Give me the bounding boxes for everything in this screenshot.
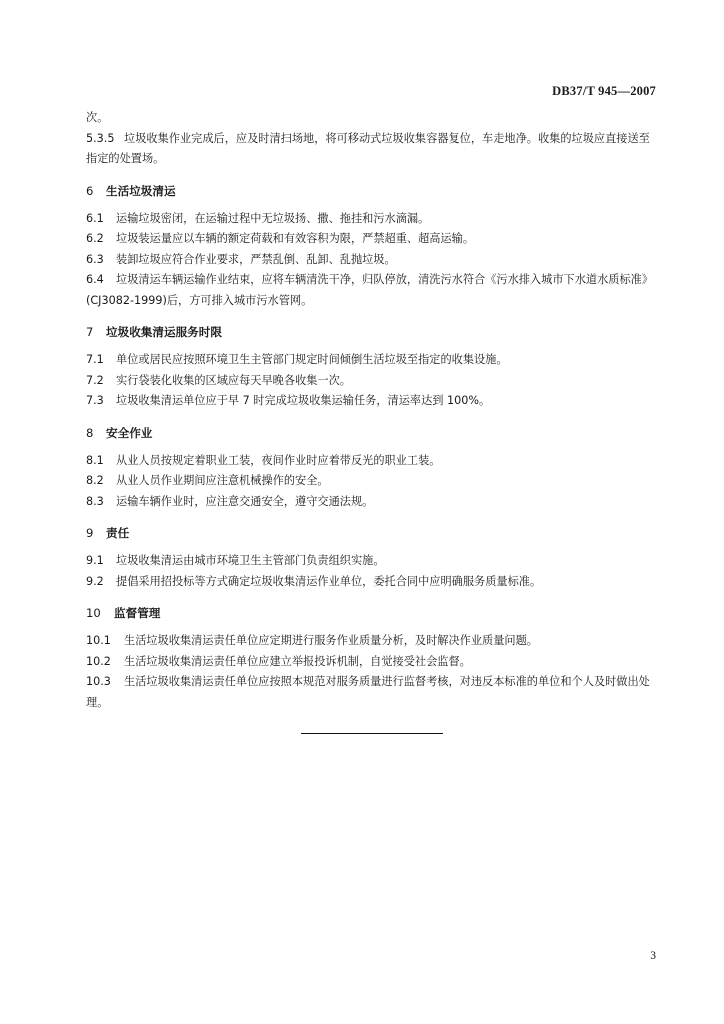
section-number: 6 <box>86 183 94 198</box>
section-title: 责任 <box>106 526 130 540</box>
section-heading-10 <box>86 603 656 623</box>
standard-code: DB37/T 945—2007 <box>552 84 656 98</box>
clause-6-4 <box>86 270 656 311</box>
section-number: 10 <box>86 606 101 620</box>
clause-number: 9.2 <box>86 574 104 588</box>
clause-number: 10.2 <box>86 654 111 668</box>
end-rule <box>301 733 443 734</box>
clause-text: 运输垃圾密闭，在运输过程中无垃圾扬、撒、拖挂和污水滴漏。 <box>116 211 430 225</box>
clause-text: 垃圾收集清运单位应于早 7 时完成垃圾收集运输任务，清运率达到 100%。 <box>116 394 491 407</box>
clause-number: 7.1 <box>86 353 104 366</box>
clause-number: 5.3.5 <box>86 131 115 145</box>
clause-8-2 <box>86 471 656 492</box>
clause-text: 垃圾收集作业完成后，应及时清扫场地，将可移动式垃圾收集容器复位，车走地净。收集的垃圾应直接送至指定的处置场。 <box>86 131 650 165</box>
section-number: 8 <box>86 425 94 440</box>
section-title: 安全作业 <box>106 425 153 440</box>
clause-9-2 <box>86 572 656 593</box>
clause-text: 实行袋装化收集的区域应每天早晚各收集一次。 <box>116 373 351 387</box>
section-title: 垃圾收集清运服务时限 <box>106 325 222 339</box>
clause-number: 8.1 <box>86 453 104 467</box>
clause-10-3 <box>86 672 656 713</box>
clause-text: 垃圾收集清运由城市环境卫生主管部门负责组织实施。 <box>116 554 385 567</box>
clause-number: 7.2 <box>86 373 104 387</box>
section-number: 7 <box>86 325 94 339</box>
clause-number: 10.3 <box>86 675 111 688</box>
clause-text: 提倡采用招投标等方式确定垃圾收集清运作业单位，委托合同中应明确服务质量标准。 <box>116 574 542 588</box>
clause-6-3 <box>86 250 656 271</box>
clause-text: 垃圾装运量应以车辆的额定荷载和有效容积为限，严禁超重、超高运输。 <box>116 232 475 245</box>
clause-text: 从业人员按规定着职业工装，夜间作业时应着带反光的职业工装。 <box>116 453 441 467</box>
clause-number: 9.1 <box>86 554 104 567</box>
clause-7-3 <box>86 391 656 412</box>
clause-7-2 <box>86 371 656 392</box>
clause-text: 从业人员作业期间应注意机械操作的安全。 <box>116 474 329 487</box>
clause-7-1 <box>86 350 656 371</box>
clause-9-1 <box>86 551 656 572</box>
clause-number: 6.3 <box>86 252 104 266</box>
clause-8-1 <box>86 451 656 472</box>
clause-text: 装卸垃圾应符合作业要求，严禁乱倒、乱卸、乱抛垃圾。 <box>116 252 396 266</box>
page-number: 3 <box>650 950 656 962</box>
section-heading-8 <box>86 423 656 443</box>
clause-text: 单位或居民应按照环境卫生主管部门规定时间倾倒生活垃圾至指定的收集设施。 <box>116 353 508 366</box>
section-title: 生活垃圾清运 <box>106 183 176 198</box>
clause-number: 6.2 <box>86 232 104 245</box>
clause-number: 10.1 <box>86 634 111 647</box>
section-heading-6 <box>86 181 656 201</box>
clause-text: 垃圾清运车辆运输作业结束，应将车辆清洗干净，归队停放，清洗污水符合《污水排入城市下水道水质标准》(CJ3082-1999)后，方可排入城市污水管网。 <box>86 273 654 307</box>
section-heading-7 <box>86 322 656 342</box>
continuation-text: 次。 <box>86 111 109 124</box>
clause-6-2 <box>86 229 656 250</box>
section-number: 9 <box>86 526 94 540</box>
clause-number: 6.1 <box>86 211 104 225</box>
clause-number: 7.3 <box>86 394 104 407</box>
clause-number: 8.3 <box>86 494 104 508</box>
document-body <box>86 108 656 713</box>
clause-10-1 <box>86 631 656 652</box>
clause-8-3 <box>86 492 656 513</box>
clause-number: 6.4 <box>86 273 104 286</box>
clause-6-1 <box>86 209 656 230</box>
section-heading-9 <box>86 523 656 543</box>
clause-text: 运输车辆作业时，应注意交通安全，遵守交通法规。 <box>116 494 374 508</box>
clause-text: 生活垃圾收集清运责任单位应建立举报投诉机制，自觉接受社会监督。 <box>124 654 471 668</box>
clause-text: 生活垃圾收集清运责任单位应定期进行服务作业质量分析，及时解决作业质量问题。 <box>124 634 538 647</box>
clause-number: 8.2 <box>86 474 104 487</box>
section-title: 监督管理 <box>114 606 161 620</box>
clause-text: 生活垃圾收集清运责任单位应按照本规范对服务质量进行监督考核，对违反本标准的单位和个人及时做出处理。 <box>86 675 650 709</box>
clause-5-3-5 <box>86 129 656 170</box>
clause-10-2 <box>86 652 656 673</box>
